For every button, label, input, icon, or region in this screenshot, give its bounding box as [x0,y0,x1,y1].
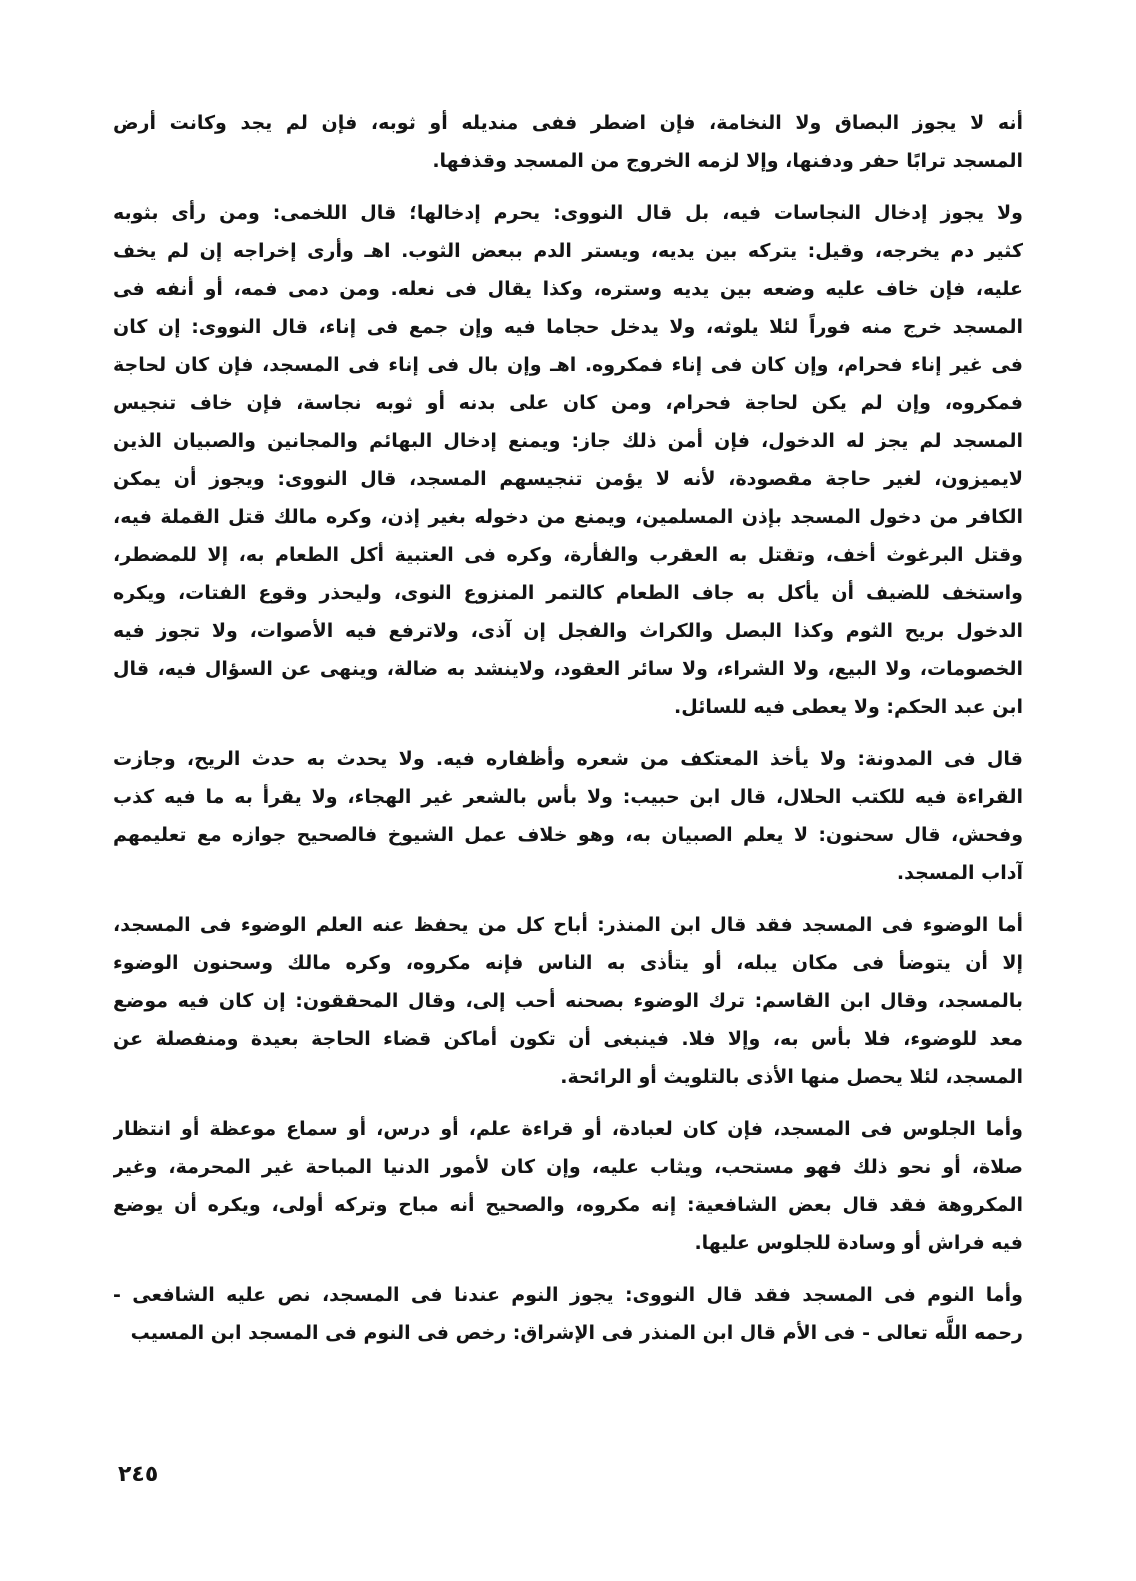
text-line: قال فى المدونة: ولا يأخذ المعتكف من شعره وأظفاره فيه. ولا يحدث به حدث الريح، وجازت [113,748,1023,770]
page-body [113,104,1023,1366]
text-line: القراءة فيه للكتب الحلال، قال ابن حبيب: ولا بأس بالشعر غير الهجاء، ولا يقرأ به ما فيه كذب [113,786,1023,808]
paragraph [113,194,1023,726]
text-line: المكروهة فقد قال بعض الشافعية: إنه مكروه، والصحيح أنه مباح وتركه أولى، ويكره أن يوضع [113,1194,1023,1216]
paragraph [113,1276,1023,1352]
text-line: رحمه اللَّه تعالى - فى الأم قال ابن المنذر فى الإشراق: رخص فى النوم فى المسجد ابن المسيب [130,1322,1023,1344]
text-line: المسجد لم يجز له الدخول، فإن أمن ذلك جاز: ويمنع إدخال البهائم والمجانين والصبيان الذين [113,430,1023,452]
text-line: المسجد خرج منه فوراً لئلا يلوثه، ولا يدخل حجاما فيه وإن جمع فى إناء، قال النووى: إن كان [113,316,1023,338]
text-line: فمكروه، وإن لم يكن لحاجة فحرام، ومن كان على بدنه أو ثوبه نجاسة، فإن خاف تنجيس [113,392,1023,414]
text-line: معد للوضوء، فلا بأس به، وإلا فلا. فينبغى أن تكون أماكن قضاء الحاجة بعيدة ومنفصلة عن [113,1028,1023,1050]
text-line: كثير دم يخرجه، وقيل: يتركه بين يديه، ويستر الدم ببعض الثوب. اهـ وأرى إخراجه إن لم يخف [113,240,1023,262]
text-line: الكافر من دخول المسجد بإذن المسلمين، ويمنع من دخوله بغير إذن، وكره مالك قتل القملة فيه، [113,506,1023,528]
text-line: إلا أن يتوضأ فى مكان يبله، أو يتأذى به الناس فإنه مكروه، وكره مالك وسحنون الوضوء [113,952,1023,974]
paragraph [113,906,1023,1096]
text-line: وأما النوم فى المسجد فقد قال النووى: يجوز النوم عندنا فى المسجد، نص عليه الشافعى - [113,1284,1023,1306]
text-line: وأما الجلوس فى المسجد، فإن كان لعبادة، أو قراءة علم، أو درس، أو سماع موعظة أو انتظار [113,1118,1023,1140]
text-line: واستخف للضيف أن يأكل به جاف الطعام كالتمر المنزوع النوى، وليحذر وقوع الفتات، ويكره [113,582,1023,604]
text-line: بالمسجد، وقال ابن القاسم: ترك الوضوء بصحنه أحب إلى، وقال المحققون: إن كان فيه موضع [113,990,1023,1012]
paragraph [113,740,1023,892]
text-line: ابن عبد الحكم: ولا يعطى فيه للسائل. [674,696,1023,718]
text-line: عليه، فإن خاف عليه وضعه بين يديه وستره، وكذا يقال فى نعله. ومن دمى فمه، أو أنفه فى [113,278,1023,300]
text-line: صلاة، أو نحو ذلك فهو مستحب، ويثاب عليه، وإن كان لأمور الدنيا المباحة غير المحرمة، وغير [113,1156,1023,1178]
text-line: المسجد ترابًا حفر ودفنها، وإلا لزمه الخروج من المسجد وقذفها. [432,150,1023,172]
text-line: ولا يجوز إدخال النجاسات فيه، بل قال النووى: يحرم إدخالها؛ قال اللخمى: ومن رأى بثوبه [113,202,1023,224]
text-line: فى غير إناء فحرام، وإن كان فى إناء فمكروه. اهـ وإن بال فى إناء فى المسجد، فإن كان لحاجة [113,354,1023,376]
page-number: ٢٤٥ [118,1462,159,1487]
paragraph [113,104,1023,180]
text-line: أنه لا يجوز البصاق ولا النخامة، فإن اضطر ففى منديله أو ثوبه، فإن لم يجد وكانت أرض [113,112,1023,134]
text-line: وقتل البرغوث أخف، وتقتل به العقرب والفأرة، وكره فى العتبية أكل الطعام به، إلا للمضطر، [113,544,1023,566]
text-line: لايميزون، لغير حاجة مقصودة، لأنه لا يؤمن تنجيسهم المسجد، قال النووى: ويجوز أن يمكن [113,468,1023,490]
text-line: الدخول بريح الثوم وكذا البصل والكراث والفجل إن آذى، ولاترفع فيه الأصوات، ولا تجوز فيه [113,620,1023,642]
text-line: المسجد، لئلا يحصل منها الأذى بالتلويث أو الرائحة. [560,1066,1023,1088]
text-line: فيه فراش أو وسادة للجلوس عليها. [694,1232,1023,1254]
text-line: أما الوضوء فى المسجد فقد قال ابن المنذر: أباح كل من يحفظ عنه العلم الوضوء فى المسجد، [113,914,1023,936]
text-line: وفحش، قال سحنون: لا يعلم الصبيان به، وهو خلاف عمل الشيوخ فالصحيح جوازه مع تعليمهم [113,824,1023,846]
text-line: آداب المسجد. [896,862,1023,884]
paragraph [113,1110,1023,1262]
text-line: الخصومات، ولا البيع، ولا الشراء، ولا سائر العقود، ولاينشد به ضالة، وينهى عن السؤال فيه، قال [113,658,1023,680]
